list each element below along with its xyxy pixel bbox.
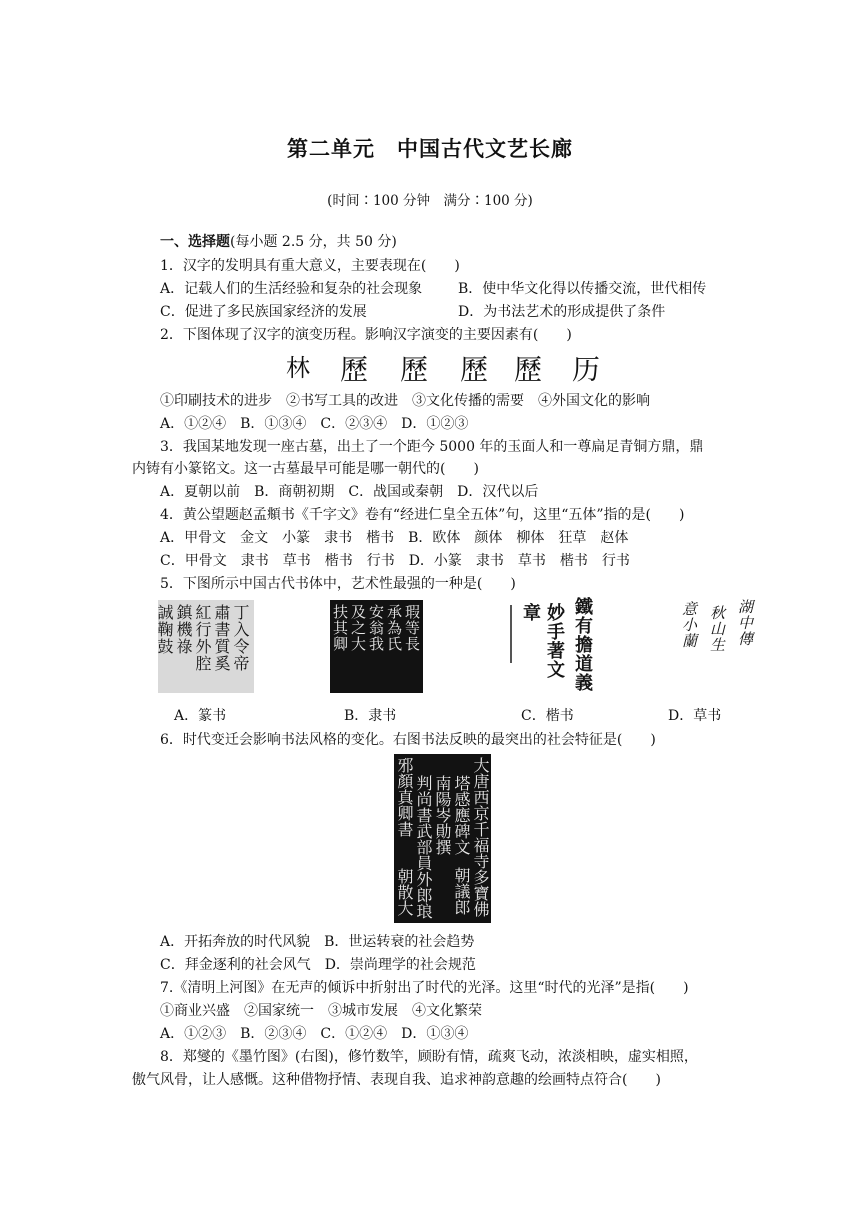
question-1-stem: 1．汉字的发明具有重大意义，主要表现在( ) (160, 258, 460, 274)
question-2-items: ①印刷技术的进步 ②书写工具的改进 ③文化传播的需要 ④外国文化的影响 (160, 393, 650, 409)
clerical-col-5: 扶其卿 (331, 604, 349, 652)
section-title: 一、选择题 (160, 234, 230, 250)
seal-script-image (155, 600, 254, 693)
stele-col-4: 判尚書武部員外郎琅 (414, 775, 433, 919)
regular-signature-mark (510, 605, 512, 663)
question-5-stem: 5．下图所示中国古代书体中，艺术性最强的一种是( ) (160, 576, 516, 592)
section-note: (每小题 2.5 分，共 50 分) (230, 234, 397, 250)
section-heading (160, 232, 397, 252)
regular-col-1: 鐵有擔道義 (572, 597, 593, 692)
clerical-col-3: 安翁我 (367, 604, 385, 652)
page-title: 第二单元 中国古代文艺长廊 (287, 137, 573, 161)
question-1-option-d: D．为书法艺术的形成提供了条件 (458, 304, 666, 320)
stele-col-2: 塔感應碑文 (452, 775, 471, 855)
seal-col-5: 誠鞠鼓 (155, 604, 174, 655)
question-1-option-b: B．使中华文化得以传播交流，世代相传 (458, 281, 707, 297)
regular-script-image (500, 597, 596, 697)
stele-col-2b: 朝議郎 (452, 867, 471, 915)
question-3-stem-line2: 内铸有小篆铭文。这一古墓最早可能是哪一朝代的( ) (132, 461, 479, 477)
glyph-regular: 歷 (514, 353, 543, 386)
glyph-seal: 歷 (400, 353, 429, 386)
question-1-option-c: C．促进了多民族国家经济的发展 (160, 304, 367, 320)
glyph-clerical: 歷 (460, 353, 489, 386)
cursive-col-1: 湖中傳 (736, 599, 754, 647)
exam-time-score: (时间∶100 分钟 满分∶100 分) (327, 193, 533, 209)
question-2-options: A．①②④ B．①③④ C．②③④ D．①②③ (160, 416, 469, 432)
question-6-options-row1: A．开拓奔放的时代风貌 B．世运转衰的社会趋势 (160, 934, 475, 950)
stele-col-5b: 朝散大 (395, 868, 414, 916)
stele-col-1: 大唐西京千福寺多寶佛 (471, 757, 490, 917)
clerical-col-1: 瑕等長 (403, 604, 421, 652)
seal-col-1: 丁入令帝 (231, 604, 250, 672)
question-3-options: A．夏朝以前 B．商朝初期 C．战国或秦朝 D．汉代以后 (160, 484, 539, 500)
glyph-oracle: 林 (286, 354, 310, 382)
question-5-label-c: C．楷书 (521, 708, 574, 724)
clerical-script-image (330, 600, 423, 693)
question-4-options-row2: C．甲骨文 隶书 草书 楷书 行书 D．小篆 隶书 草书 楷书 行书 (160, 553, 630, 569)
clerical-col-4: 及之大 (349, 604, 367, 652)
question-4-options-row1: A．甲骨文 金文 小篆 隶书 楷书 B．欧体 颜体 柳体 狂草 赵体 (160, 530, 629, 546)
glyph-simplified: 历 (572, 353, 601, 386)
question-4-stem: 4．黄公望题赵孟頫书《千字文》卷有“经进仁皇全五体”句，这里“五体”指的是( ) (160, 507, 685, 523)
stele-col-5: 邪顏真卿書 (395, 757, 414, 837)
seal-col-3: 紅行外腔 (193, 604, 212, 672)
clerical-col-2: 承為氏 (385, 604, 403, 652)
question-2-stem: 2．下图体现了汉字的演变历程。影响汉字演变的主要因素有( ) (160, 327, 572, 343)
seal-col-4: 鎮機祿 (174, 604, 193, 655)
question-8-stem-line2: 傲气风骨，让人感慨。这种借物抒情、表现自我、追求神韵意趣的绘画特点符合( ) (132, 1072, 661, 1088)
question-7-items: ①商业兴盛 ②国家统一 ③城市发展 ④文化繁荣 (160, 1003, 482, 1019)
cursive-col-2: 秋山生 (708, 605, 726, 653)
cursive-script-image (668, 597, 756, 697)
stele-col-3: 南陽岑勛撰 (433, 775, 452, 855)
seal-col-2: 肅書質奚 (212, 604, 231, 672)
question-7-options: A．①②③ B．②③④ C．①②④ D．①③④ (160, 1026, 469, 1042)
question-5-label-d: D．草书 (668, 708, 722, 724)
character-evolution-figure (282, 348, 612, 384)
glyph-bronze: 歷 (340, 353, 369, 386)
question-6-stem: 6．时代变迁会影响书法风格的变化。右图书法反映的最突出的社会特征是( ) (160, 732, 656, 748)
question-1-option-a: A．记载人们的生活经验和复杂的社会现象 (160, 281, 423, 297)
yan-zhenqing-stele-image (394, 754, 491, 923)
cursive-col-3: 意小蘭 (680, 601, 698, 649)
question-5-label-b: B．隶书 (344, 708, 397, 724)
question-8-stem-line1: 8．郑燮的《墨竹图》(右图)，修竹数竿，顾盼有情，疏爽飞动，浓淡相映，虚实相照， (160, 1049, 698, 1065)
question-5-label-a: A．篆书 (174, 708, 227, 724)
question-6-options-row2: C．拜金逐利的社会风气 D．崇尚理学的社会规范 (160, 957, 476, 973)
regular-col-2: 妙手著文章 (520, 603, 565, 679)
question-7-stem: 7.《清明上河图》在无声的倾诉中折射出了时代的光泽。这里“时代的光泽”是指( ) (160, 980, 689, 996)
question-3-stem-line1: 3．我国某地发现一座古墓，出土了一个距今 5000 年的玉面人和一尊扁足青铜方鼎，鼎 (160, 439, 704, 455)
